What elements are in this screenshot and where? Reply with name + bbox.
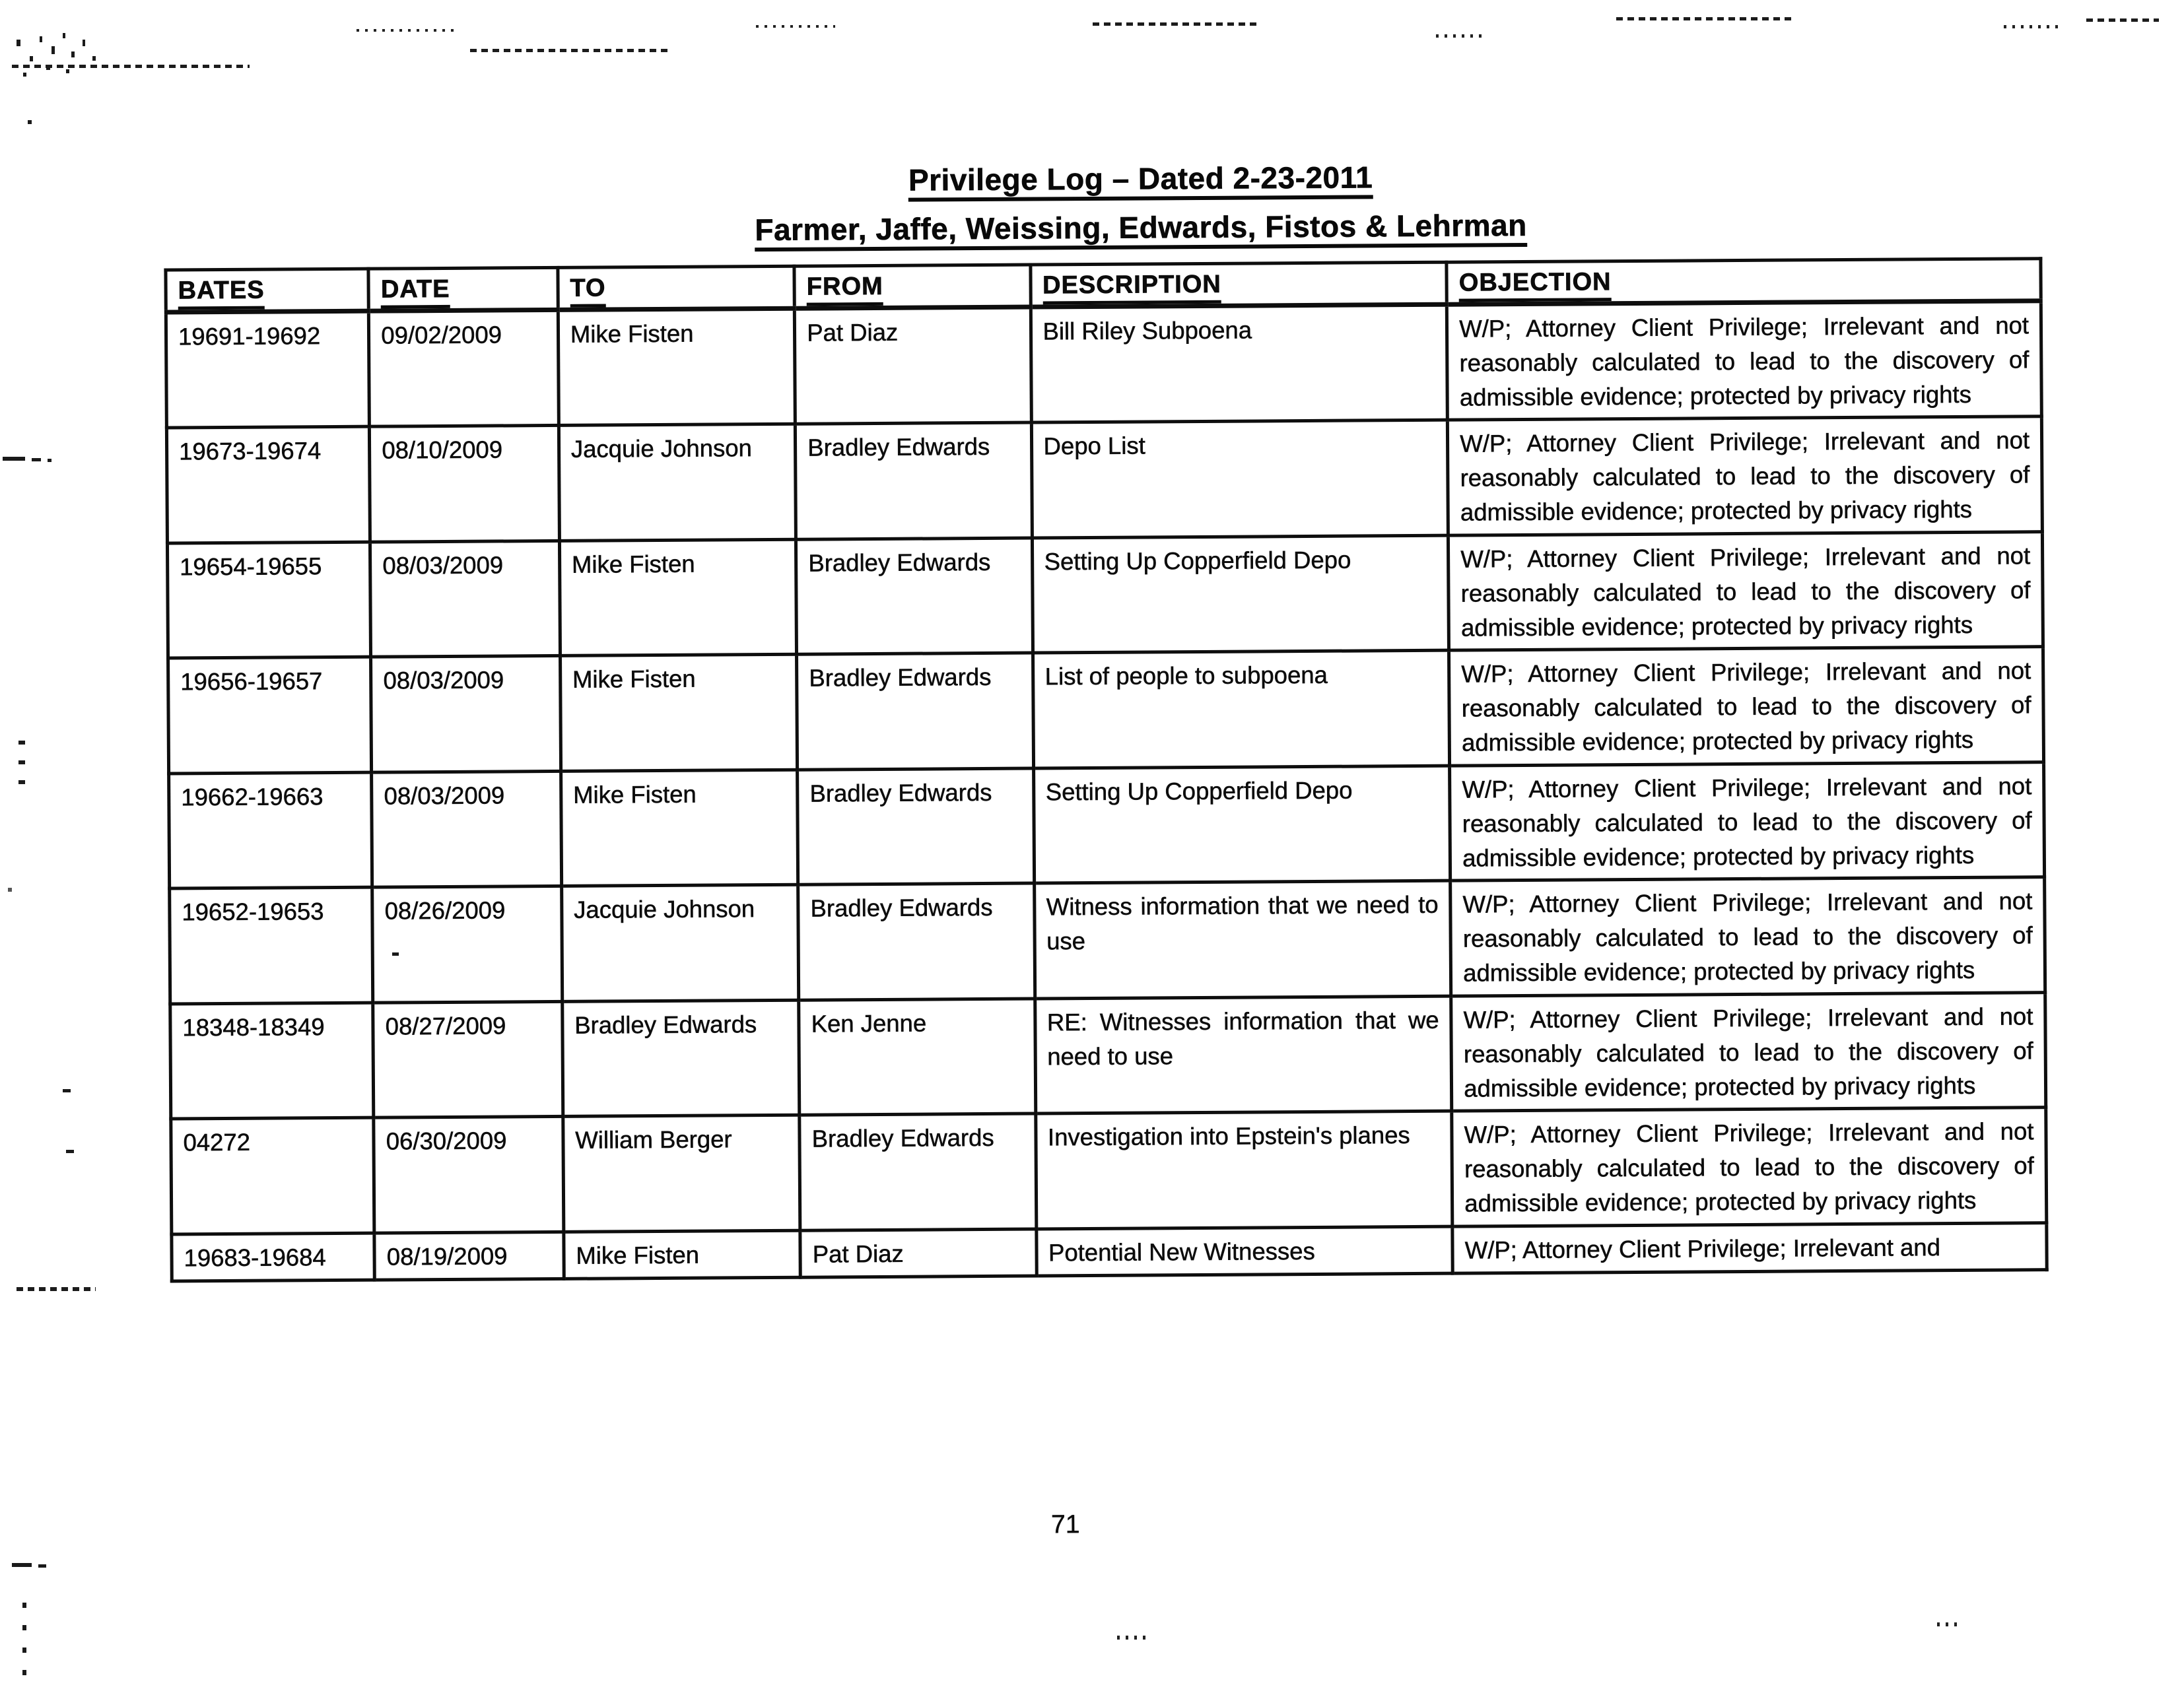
table-row [171,1108,2047,1234]
cell-from: Bradley Edwards [796,423,1032,540]
column-header-objection: OBJECTION [1447,259,2041,304]
cell-from: Bradley Edwards [797,653,1033,770]
cell-objection: W/P; Attorney Client Privilege; Irrelevant and not reasonably calculated to lead to the discovery of admissible evidence; protected by privacy rights [1448,416,2043,535]
cell-bates: 19683-19684 [172,1233,375,1281]
cell-description: List of people to subpoena [1033,651,1450,768]
cell-date: 06/30/2009 [374,1117,564,1233]
law-firm-name: Farmer, Jaffe, Weissing, Edwards, Fistos & Lehrman [755,210,1527,251]
cell-to: Bradley Edwards [563,1000,800,1117]
column-header-date: DATE [368,267,558,311]
privilege-log-table [164,257,2048,1282]
cell-description: Setting Up Copperfield Depo [1032,535,1449,653]
cell-from: Bradley Edwards [800,1114,1036,1230]
cell-date: 08/03/2009 [371,656,561,772]
cell-from: Bradley Edwards [796,538,1033,655]
table-row [169,762,2045,889]
cell-date: 08/26/2009 [372,886,563,1003]
cell-bates: 19652-19653 [170,888,373,1004]
cell-from: Bradley Edwards [798,883,1035,1000]
page-title: Privilege Log – Dated 2-23-2011 [908,162,1373,201]
cell-bates: 19662-19663 [169,772,372,888]
column-header-to: TO [558,266,795,310]
cell-date: 08/03/2009 [372,771,562,887]
cell-objection: W/P; Attorney Client Privilege; Irrelevant and not reasonably calculated to lead to the discovery of admissible evidence; protected by privacy rights [1451,993,2046,1112]
table-row [166,416,2042,543]
cell-bates: 04272 [171,1118,374,1234]
cell-date: 09/02/2009 [369,310,559,426]
privilege-table-body [166,301,2047,1281]
cell-bates: 19691-19692 [166,311,369,428]
cell-date: 08/27/2009 [373,1001,563,1117]
cell-to: Mike Fisten [564,1230,801,1279]
cell-description: Investigation into Epstein's planes [1035,1112,1452,1229]
cell-date: 08/19/2009 [374,1232,564,1280]
cell-from: Pat Diaz [795,307,1031,424]
cell-objection: W/P; Attorney Client Privilege; Irrelevant and not reasonably calculated to lead to the discovery of admissible evidence; protected by privacy rights [1450,762,2045,881]
table-row [170,877,2045,1004]
table-row [168,647,2044,774]
cell-bates: 19654-19655 [167,542,370,658]
cell-from: Bradley Edwards [798,768,1034,885]
cell-bates: 18348-18349 [170,1003,374,1119]
table-row [167,532,2043,659]
page-number: 71 [1050,1510,1080,1539]
cell-to: Jacquie Johnson [559,424,796,541]
table-row [170,993,2046,1119]
cell-to: Mike Fisten [559,539,796,656]
cell-to: William Berger [563,1115,800,1232]
cell-objection: W/P; Attorney Client Privilege; Irrelevant and not reasonably calculated to lead to the discovery of admissible evidence; protected by privacy rights [1449,532,2043,651]
cell-description: Setting Up Copperfield Depo [1033,766,1450,883]
cell-description: Depo List [1031,420,1449,538]
cell-from: Ken Jenne [799,999,1035,1115]
column-header-from: FROM [794,265,1031,308]
cell-to: Mike Fisten [561,770,798,886]
cell-objection: W/P; Attorney Client Privilege; Irrelevant and not reasonably calculated to lead to the discovery of admissible evidence; protected by privacy rights [1447,301,2042,420]
table-row [166,301,2041,428]
cell-description: Bill Riley Subpoena [1031,304,1448,422]
cell-description: Witness information that we need to use [1034,881,1451,999]
cell-date: 08/10/2009 [370,426,560,542]
cell-bates: 19673-19674 [166,427,370,543]
cell-description: RE: Witnesses information that we need to use [1035,996,1452,1114]
cell-to: Mike Fisten [560,655,797,772]
cell-description: Potential New Witnesses [1036,1226,1452,1276]
cell-objection: W/P; Attorney Client Privilege; Irrelevant and [1452,1223,2047,1273]
column-header-bates: BATES [166,269,369,312]
document-header [164,158,2043,255]
cell-bates: 19656-19657 [168,657,372,774]
column-header-description: DESCRIPTION [1030,262,1447,307]
cell-to: Jacquie Johnson [561,885,798,1002]
cell-from: Pat Diaz [800,1229,1037,1277]
cell-objection: W/P; Attorney Client Privilege; Irrelevant and not reasonably calculated to lead to the discovery of admissible evidence; protected by privacy rights [1450,877,2045,996]
cell-objection: W/P; Attorney Client Privilege; Irrelevant and not reasonably calculated to lead to the discovery of admissible evidence; protected by privacy rights [1452,1108,2047,1226]
privilege-log-table-wrap [164,257,2048,1282]
cell-date: 08/03/2009 [370,541,561,657]
cell-objection: W/P; Attorney Client Privilege; Irrelevant and not reasonably calculated to lead to the discovery of admissible evidence; protected by privacy rights [1449,647,2044,766]
cell-to: Mike Fisten [558,308,795,426]
